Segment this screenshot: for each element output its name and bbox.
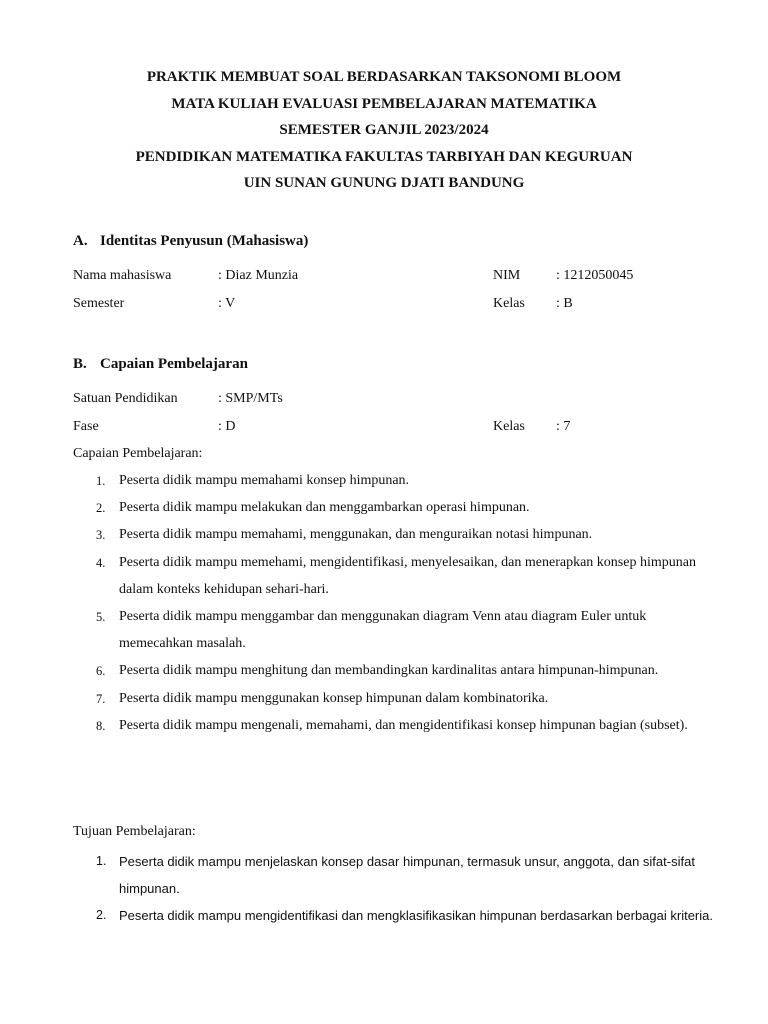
section-a-heading bbox=[73, 233, 308, 250]
field-label: Satuan Pendidikan bbox=[73, 391, 178, 406]
capaian-heading: Capaian Pembelajaran: bbox=[73, 446, 203, 461]
field-label: NIM bbox=[493, 268, 521, 283]
list-item: 4. Peserta didik mampu memehami, mengidentifikasi, menyelesaikan, dan menerapkan konsep himpunan dalam konteks kehidupan sehari-hari. bbox=[96, 554, 696, 597]
list-item: 8. Peserta didik mampu mengenali, memahami, dan mengidentifikasi konsep himpunan bagian (subset). bbox=[96, 717, 688, 733]
list-item: 5. Peserta didik mampu menggambar dan menggunakan diagram Venn atau diagram Euler untuk memecahkan masalah. bbox=[96, 609, 647, 652]
list-item: 1. Peserta didik mampu memahami konsep himpunan. bbox=[96, 473, 410, 488]
identity-row-name bbox=[73, 268, 713, 288]
field-value: : B bbox=[556, 296, 573, 311]
field-value: : SMP/MTs bbox=[218, 391, 283, 406]
info-row-fase bbox=[73, 419, 713, 439]
title-line: MATA KULIAH EVALUASI PEMBELAJARAN MATEMATIKA bbox=[171, 95, 597, 112]
tujuan-heading: Tujuan Pembelajaran: bbox=[73, 824, 196, 839]
field-value: : V bbox=[218, 296, 236, 311]
section-b-heading bbox=[73, 356, 248, 373]
list-item: 7. Peserta didik mampu menggunakan konsep himpunan dalam kombinatorika. bbox=[96, 690, 549, 706]
field-value: : D bbox=[218, 419, 236, 434]
section-title: Capaian Pembelajaran bbox=[100, 356, 248, 372]
field-label: Nama mahasiswa bbox=[73, 268, 172, 283]
section-letter: A. bbox=[73, 233, 88, 249]
title-line: PENDIDIKAN MATEMATIKA FAKULTAS TARBIYAH DAN KEGURUAN bbox=[135, 148, 633, 165]
list-item: 2. Peserta didik mampu melakukan dan menggambarkan operasi himpunan. bbox=[96, 500, 530, 516]
field-label: Fase bbox=[73, 419, 99, 434]
list-item: 1. Peserta didik mampu menjelaskan konsep dasar himpunan, termasuk unsur, anggota, dan sifat-sifat himpunan. bbox=[96, 854, 695, 896]
list-item: 2. Peserta didik mampu mengidentifikasi dan mengklasifikasikan himpunan berdasarkan berbagai kriteria. bbox=[96, 908, 713, 923]
list-item: 6. Peserta didik mampu menghitung dan membandingkan kardinalitas antara himpunan-himpunan. bbox=[96, 663, 659, 679]
field-label: Semester bbox=[73, 296, 125, 311]
field-label: Kelas bbox=[493, 296, 525, 311]
section-title: Identitas Penyusun (Mahasiswa) bbox=[100, 233, 309, 249]
capaian-list bbox=[0, 467, 719, 739]
title-line: PRAKTIK MEMBUAT SOAL BERDASARKAN TAKSONOMI BLOOM bbox=[146, 69, 622, 85]
field-value: : Diaz Munzia bbox=[218, 268, 299, 283]
field-value: : 7 bbox=[556, 419, 571, 434]
info-row-satuan bbox=[73, 391, 713, 411]
document-title bbox=[0, 64, 768, 197]
list-item: 3. Peserta didik mampu memahami, menggunakan, dan menguraikan notasi himpunan. bbox=[96, 527, 593, 543]
field-value: : 1212050045 bbox=[556, 268, 634, 283]
section-letter: B. bbox=[73, 356, 87, 372]
title-line: SEMESTER GANJIL 2023/2024 bbox=[279, 122, 489, 139]
tujuan-list bbox=[0, 848, 719, 929]
title-line: UIN SUNAN GUNUNG DJATI BANDUNG bbox=[243, 175, 525, 192]
field-label: Kelas bbox=[493, 419, 525, 434]
identity-row-semester bbox=[73, 296, 713, 316]
